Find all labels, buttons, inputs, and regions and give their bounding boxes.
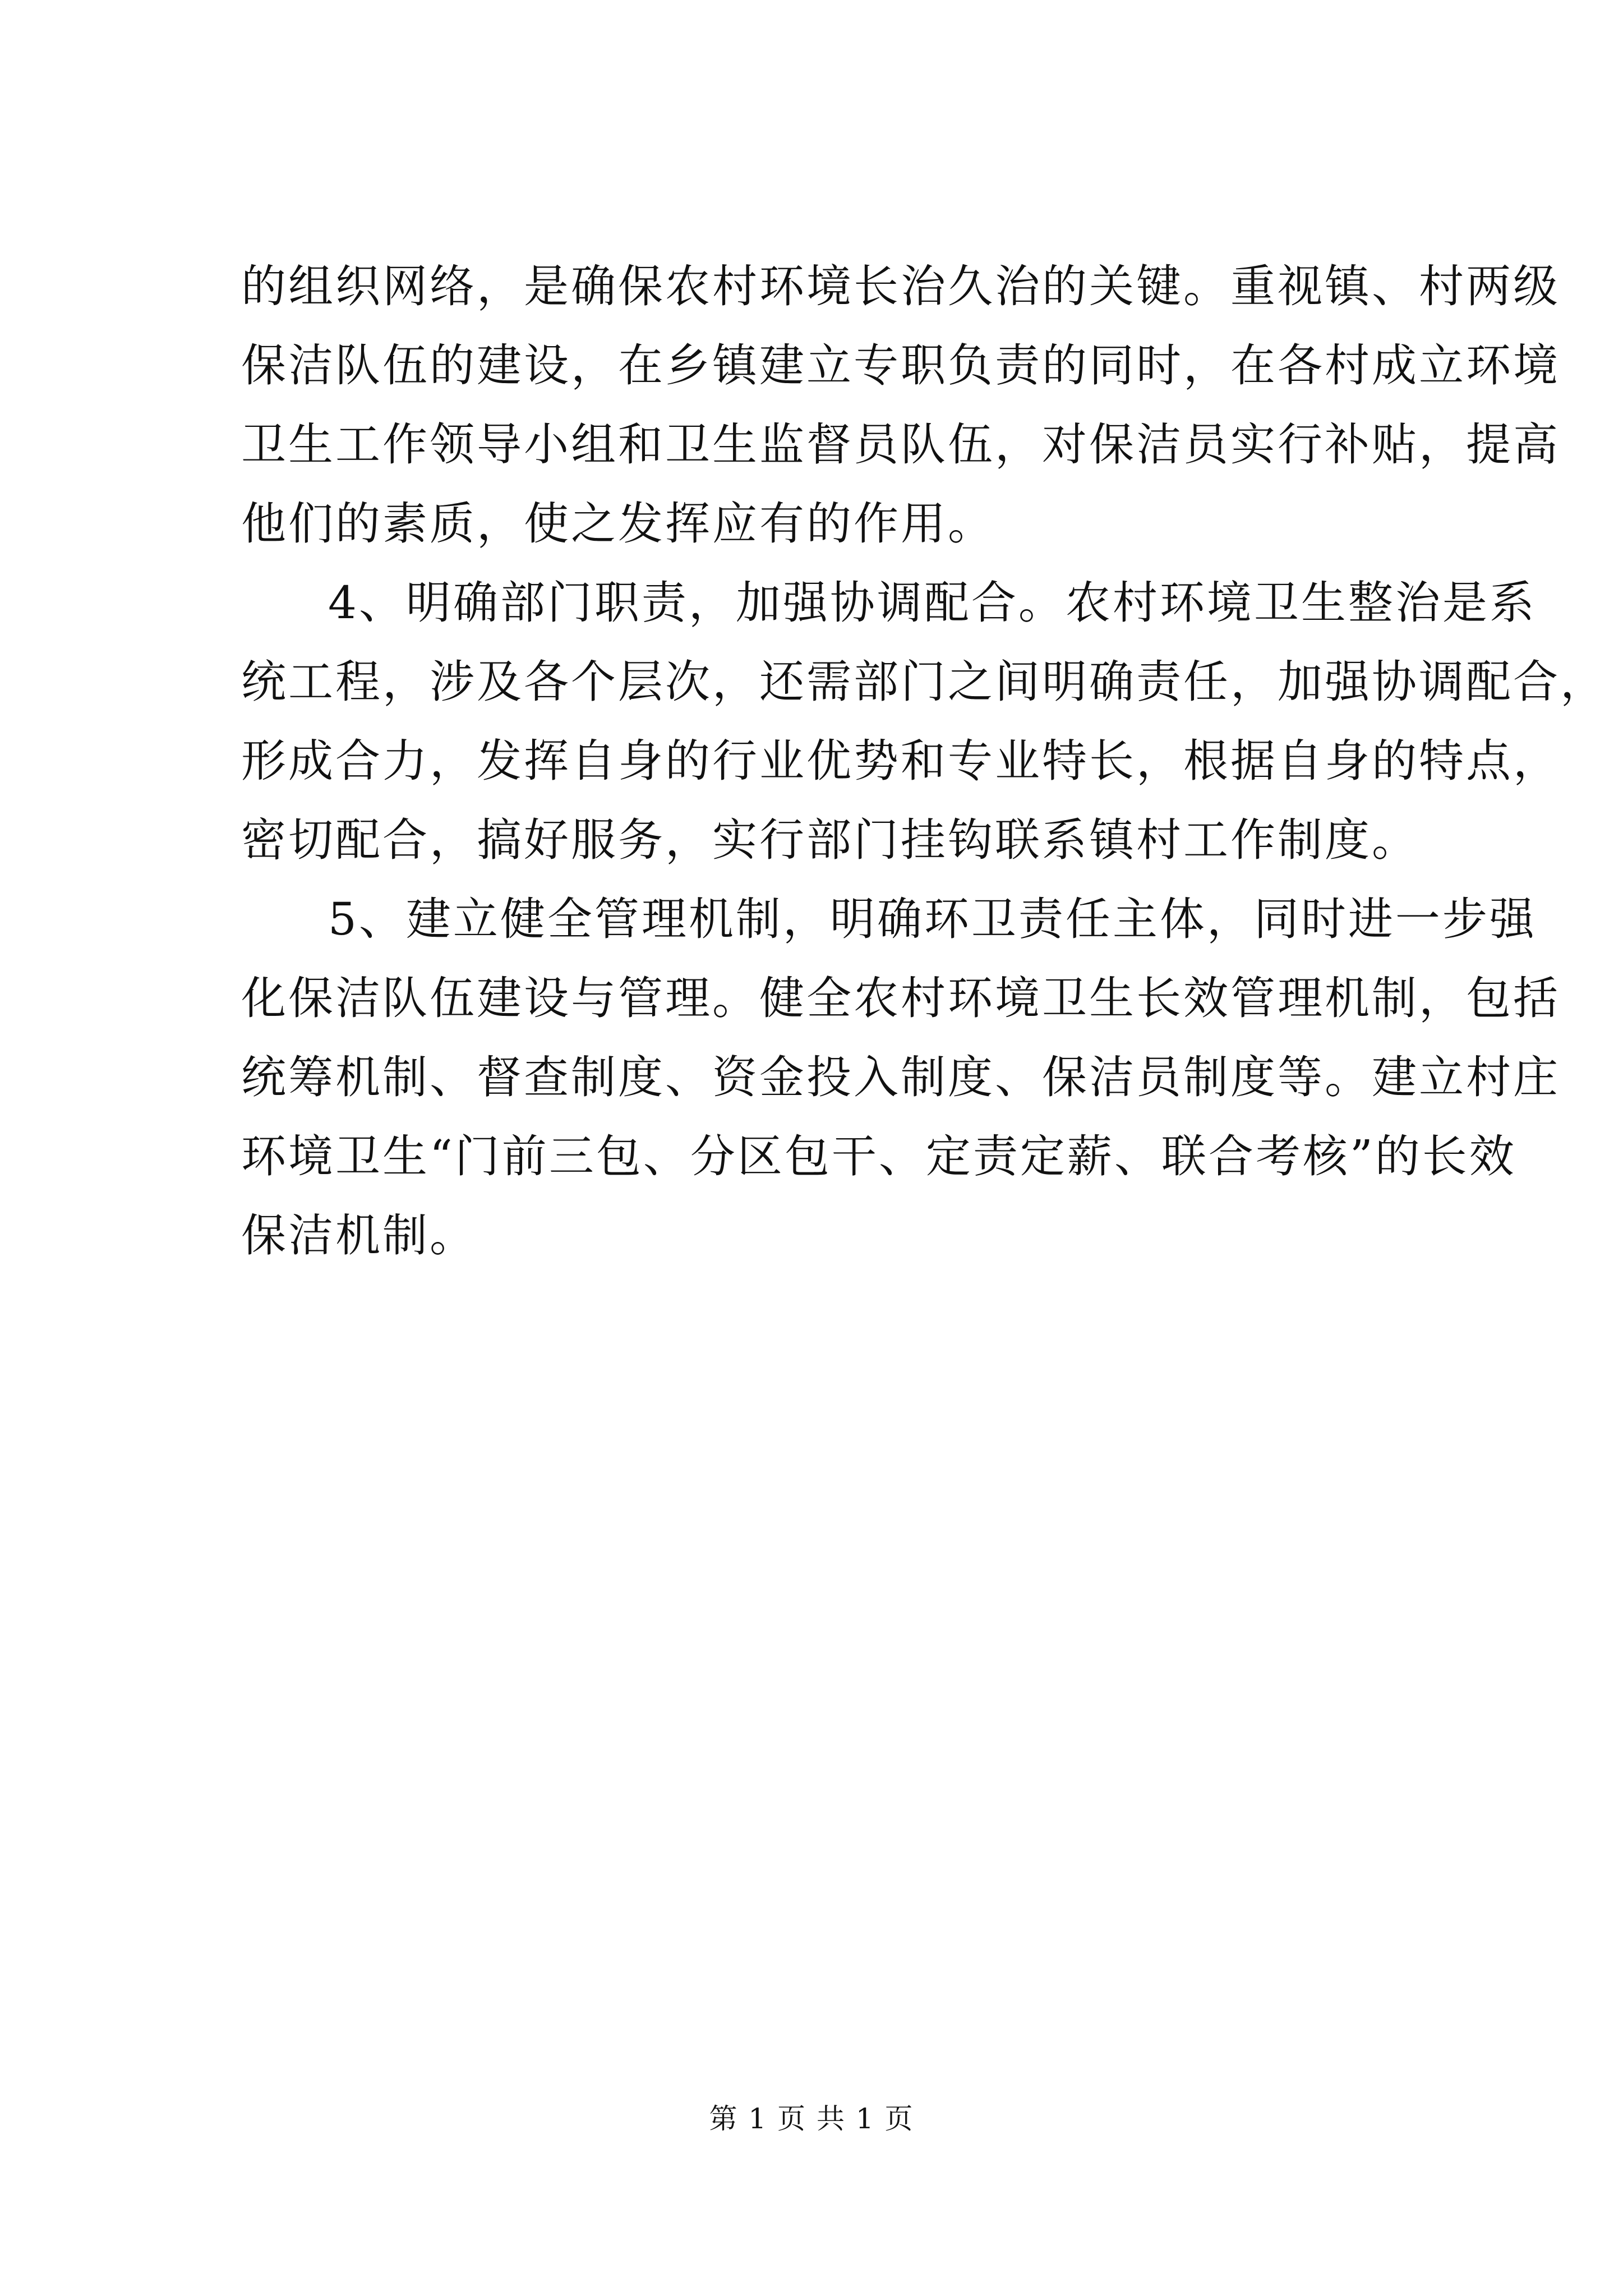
text-line: 环境卫生“门前三包、分区包干、定责定薪、联合考核”的长效 <box>241 1130 1516 1182</box>
document-body <box>241 247 1607 1275</box>
text-line: 统工程，涉及各个层次，还需部门之间明确责任，加强协调配合， <box>241 656 1607 708</box>
text-line: 他们的素质，使之发挥应有的作用。 <box>241 498 995 550</box>
text-line: 统筹机制、督查制度、资金投入制度、保洁员制度等。建立村庄 <box>241 1051 1560 1103</box>
text-line: 密切配合，搞好服务，实行部门挂钩联系镇村工作制度。 <box>241 814 1419 866</box>
paragraph-continuation <box>241 247 1560 563</box>
text-line: 5、建立健全管理机制，明确环卫责任主体，同时进一步强 <box>328 893 1537 945</box>
text-line: 4、明确部门职责，加强协调配合。农村环境卫生整治是系 <box>328 577 1537 629</box>
text-line: 卫生工作领导小组和卫生监督员队伍，对保洁员实行补贴，提高 <box>241 418 1560 471</box>
page-footer: 第 1 页 共 1 页 <box>709 2102 914 2135</box>
text-line: 化保洁队伍建设与管理。健全农村环境卫生长效管理机制，包括 <box>241 972 1560 1024</box>
text-line: 的组织网络，是确保农村环境长治久治的关键。重视镇、村两级 <box>241 260 1560 312</box>
text-line: 保洁机制。 <box>241 1209 477 1262</box>
text-line: 保洁队伍的建设，在乡镇建立专职负责的同时，在各村成立环境 <box>241 339 1560 392</box>
paragraph-4 <box>241 563 1607 880</box>
text-line: 形成合力，发挥自身的行业优势和专业特长，根据自身的特点， <box>241 735 1560 787</box>
paragraph-5 <box>241 880 1560 1275</box>
